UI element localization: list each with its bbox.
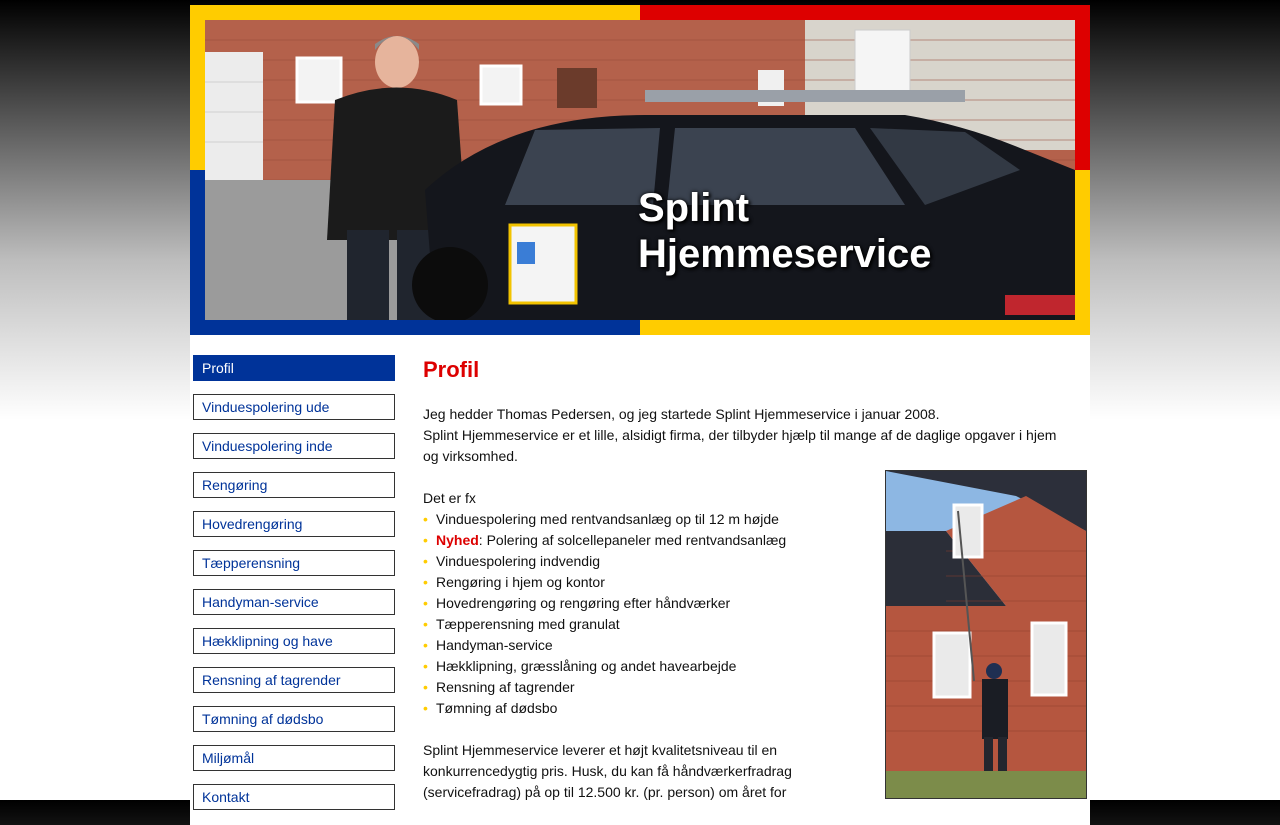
list-item: • Vinduespolering indvendig <box>423 551 1073 572</box>
nyhed-badge: Nyhed <box>436 532 479 548</box>
window-cleaning-photo <box>885 470 1087 799</box>
nav-item-taepperensning[interactable]: Tæpperensning <box>193 550 395 576</box>
list-item: • Rensning af tagrender <box>423 677 1073 698</box>
intro-paragraph-1: Jeg hedder Thomas Pedersen, og jeg startede Splint Hjemmeservice i januar 2008. <box>423 406 940 422</box>
list-item: • Handyman-service <box>423 635 1073 656</box>
list-item: • Hovedrengøring og rengøring efter håndværker <box>423 593 1073 614</box>
nav-item-profil[interactable]: Profil <box>193 355 395 381</box>
list-item: • Vinduespolering med rentvandsanlæg op til 12 m højde <box>423 509 1073 530</box>
list-item-text: : Polering af solcellepaneler med rentvandsanlæg <box>478 532 787 548</box>
site-title-line-1: Splint <box>638 186 750 230</box>
site-header <box>190 5 1090 335</box>
page-heading: Profil <box>423 357 480 382</box>
list-item: • Hækklipning, græsslåning og andet havearbejde <box>423 656 1073 677</box>
nav-item-rensning-af-tagrender[interactable]: Rensning af tagrender <box>193 667 395 693</box>
nav-item-miljoemaal[interactable]: Miljømål <box>193 745 395 771</box>
nav-item-vinduespolering-ude[interactable]: Vinduespolering ude <box>193 394 395 420</box>
nav-item-hovedrengoering[interactable]: Hovedrengøring <box>193 511 395 537</box>
nav-item-kontakt[interactable]: Kontakt <box>193 784 395 810</box>
list-item: • Tømning af dødsbo <box>423 698 1073 719</box>
nav-item-handyman-service[interactable]: Handyman-service <box>193 589 395 615</box>
intro-paragraph-2: Splint Hjemmeservice er et lille, alsidigt firma, der tilbyder hjælp til mange af de daglige opgaver i hjem og virksomhed. <box>423 427 1057 464</box>
closing-paragraph: Splint Hjemmeservice leverer et højt kvalitetsniveau til en konkurrencedygtig pris. Husk, du kan få håndværkerfradrag (servicefradrag) på op til 12.500 kr. (pr. person) om året for <box>423 742 792 800</box>
service-list-intro: Det er fx <box>423 490 476 506</box>
page-container <box>190 5 1090 825</box>
nav-item-vinduespolering-inde[interactable]: Vinduespolering inde <box>193 433 395 459</box>
list-item: • Tæpperensning med granulat <box>423 614 1073 635</box>
site-title-line-2: Hjemmeservice <box>638 232 932 276</box>
list-item: • Rengøring i hjem og kontor <box>423 572 1073 593</box>
nav-item-rengoering[interactable]: Rengøring <box>193 472 395 498</box>
nav-item-haekklipning-og-have[interactable]: Hækklipning og have <box>193 628 395 654</box>
nav-item-toemning-af-doedsbo[interactable]: Tømning af dødsbo <box>193 706 395 732</box>
main-navigation <box>193 355 395 823</box>
site-title <box>638 185 932 277</box>
